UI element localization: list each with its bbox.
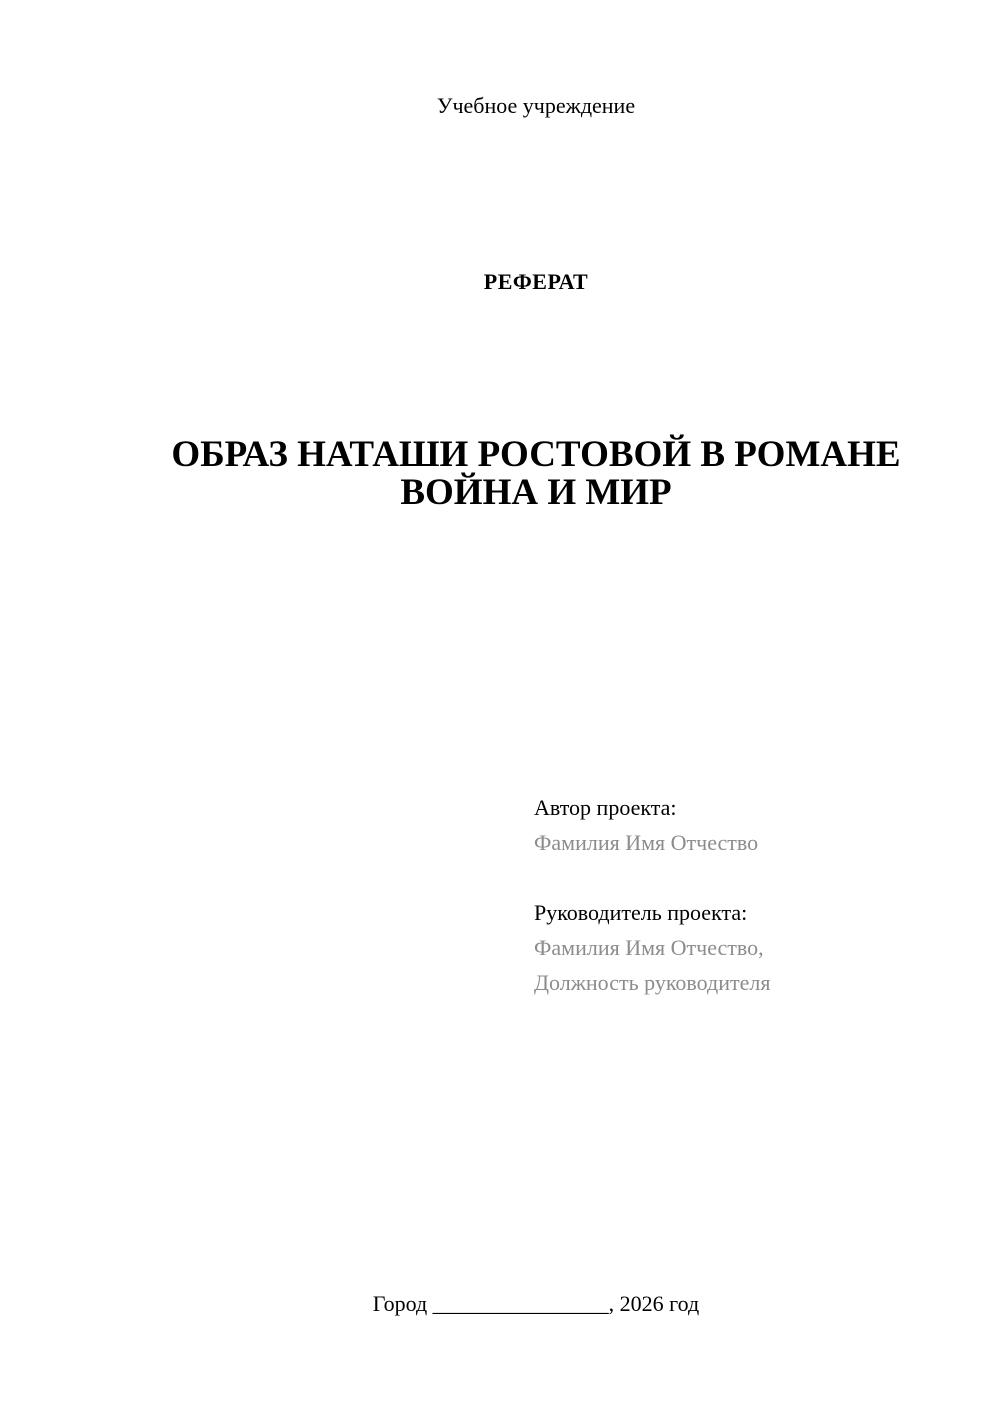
document-type: РЕФЕРАТ bbox=[483, 269, 589, 294]
authors-spacer bbox=[534, 860, 974, 895]
supervisor-position: Должность руководителя bbox=[534, 970, 771, 995]
institution-name: Учебное учреждение bbox=[436, 93, 636, 118]
supervisor-name: Фамилия Имя Отчество, bbox=[534, 935, 764, 960]
author-name: Фамилия Имя Отчество bbox=[534, 830, 759, 855]
author-label: Автор проекта: bbox=[534, 795, 677, 820]
supervisor-label: Руководитель проекта: bbox=[534, 900, 748, 925]
authors-block bbox=[534, 790, 974, 1000]
document-title-line-1: ОБРАЗ НАТАШИ РОСТОВОЙ В РОМАНЕ bbox=[171, 434, 901, 475]
city-year-line: Город ________________, 2026 год bbox=[372, 1291, 700, 1316]
document-title bbox=[120, 436, 952, 512]
document-title-line-2: ВОЙНА И МИР bbox=[400, 472, 672, 513]
